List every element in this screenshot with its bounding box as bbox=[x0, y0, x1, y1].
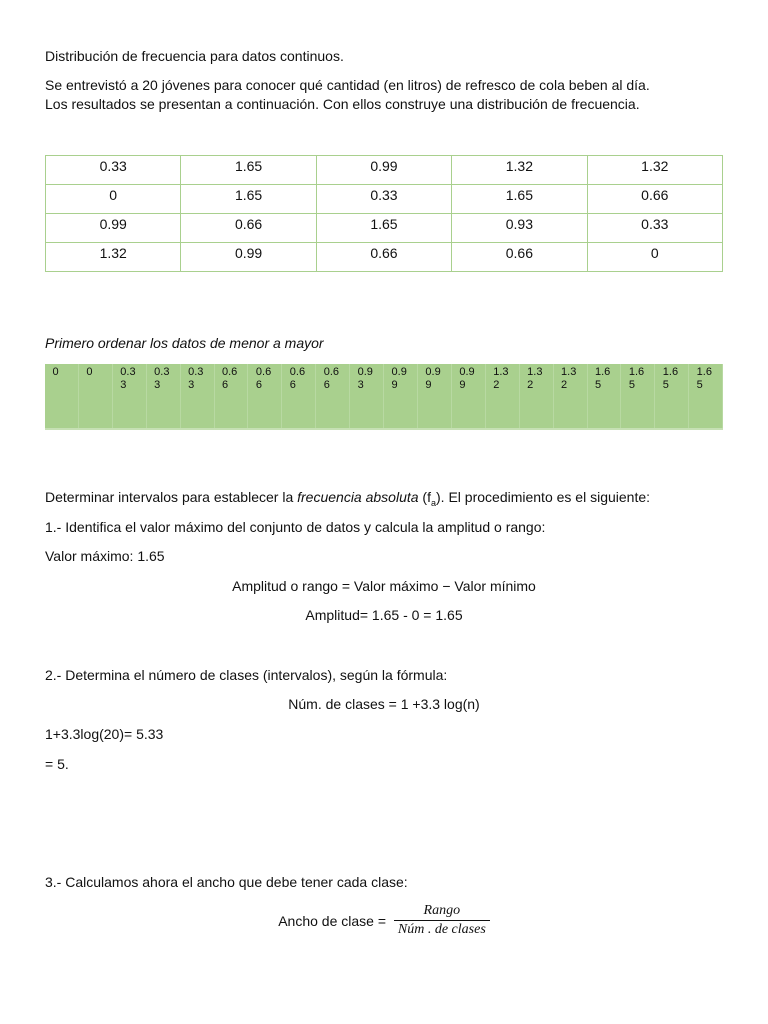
sorted-value-cell bbox=[554, 364, 588, 428]
table-row bbox=[46, 214, 723, 243]
table-cell: 0.66 bbox=[181, 214, 316, 243]
class-width-label: Ancho de clase = bbox=[278, 912, 386, 929]
sorted-value: 0.99 bbox=[459, 366, 475, 391]
table-cell: 1.65 bbox=[452, 185, 587, 214]
sorted-value-cell bbox=[45, 364, 79, 428]
sorted-value-cell bbox=[486, 364, 520, 428]
fraction-numerator: Rango bbox=[394, 903, 490, 921]
sorted-value: 0.33 bbox=[120, 366, 136, 391]
sorted-value-cell bbox=[384, 364, 418, 428]
sorted-value-cell bbox=[79, 364, 113, 428]
raw-data-table bbox=[45, 155, 723, 272]
step-3-text: 3.- Calculamos ahora el ancho que debe tener cada clase: bbox=[45, 874, 408, 890]
sorted-value-cell bbox=[282, 364, 316, 428]
sorted-value-cell bbox=[248, 364, 282, 428]
intervals-intro-paren: (f bbox=[418, 489, 431, 505]
sorted-value: 0.66 bbox=[323, 366, 339, 391]
sorted-value: 1.32 bbox=[527, 366, 543, 391]
sorted-value: 0.99 bbox=[391, 366, 407, 391]
sorted-value: 1.65 bbox=[594, 366, 611, 391]
intro-paragraph-line-1: Se entrevistó a 20 jóvenes para conocer qué cantidad (en litros) de refresco de cola beben al día. bbox=[45, 77, 650, 93]
sorted-value-cell bbox=[621, 364, 655, 428]
sorted-value: 0.33 bbox=[188, 366, 204, 391]
sorted-value: 1.65 bbox=[628, 366, 645, 391]
sorted-value: 0.66 bbox=[255, 366, 272, 391]
intro-paragraph-line-2: Los resultados se presentan a continuación. Con ellos construye una distribución de frecuencia. bbox=[45, 96, 640, 112]
table-cell: 0.99 bbox=[181, 243, 316, 272]
sorted-value-cell bbox=[316, 364, 350, 428]
classes-calculation: 1+3.3log(20)= 5.33 bbox=[45, 726, 164, 742]
sorted-value: 1.65 bbox=[662, 366, 679, 391]
intervals-intro-before: Determinar intervalos para establecer la bbox=[45, 489, 298, 505]
table-cell: 0.99 bbox=[46, 214, 181, 243]
sorted-data-strip bbox=[45, 364, 723, 430]
sorted-value-cell bbox=[655, 364, 689, 428]
sorted-value: 0.66 bbox=[221, 366, 238, 391]
intervals-intro bbox=[45, 489, 650, 508]
table-row bbox=[46, 243, 723, 272]
table-cell: 1.65 bbox=[181, 185, 316, 214]
sorted-value-cell bbox=[215, 364, 249, 428]
sorted-value-cell bbox=[588, 364, 622, 428]
sorted-value-cell bbox=[181, 364, 215, 428]
sorted-value: 0.66 bbox=[289, 366, 306, 391]
table-cell: 1.65 bbox=[181, 156, 316, 185]
intervals-intro-italic: frecuencia absoluta bbox=[297, 489, 419, 505]
table-cell: 0 bbox=[587, 243, 722, 272]
sorted-value: 1.65 bbox=[696, 366, 712, 391]
document-title: Distribución de frecuencia para datos continuos. bbox=[45, 48, 344, 64]
sorted-value: 0 bbox=[52, 366, 59, 378]
sorted-value-cell bbox=[520, 364, 554, 428]
sorted-heading: Primero ordenar los datos de menor a mayor bbox=[45, 335, 324, 351]
table-cell: 0.33 bbox=[316, 185, 451, 214]
step-2-text: 2.- Determina el número de clases (intervalos), según la fórmula: bbox=[45, 667, 448, 683]
range-formula: Amplitud o rango = Valor máximo − Valor mínimo bbox=[232, 578, 536, 594]
classes-formula: Núm. de clases = 1 +3.3 log(n) bbox=[288, 696, 480, 712]
sorted-value-cell bbox=[350, 364, 384, 428]
sorted-value-cell bbox=[113, 364, 147, 428]
table-cell: 0.93 bbox=[452, 214, 587, 243]
sorted-value: 0.93 bbox=[357, 366, 373, 391]
table-row bbox=[46, 156, 723, 185]
sorted-value: 1.32 bbox=[561, 366, 577, 391]
table-cell: 0.33 bbox=[46, 156, 181, 185]
max-value-text: Valor máximo: 1.65 bbox=[45, 548, 165, 564]
sorted-value-cell bbox=[147, 364, 181, 428]
table-cell: 0 bbox=[46, 185, 181, 214]
intervals-intro-after: ). El procedimiento es el siguiente: bbox=[436, 489, 651, 505]
table-cell: 1.32 bbox=[587, 156, 722, 185]
table-cell: 0.33 bbox=[587, 214, 722, 243]
sorted-value: 0.99 bbox=[425, 366, 441, 391]
table-cell: 0.66 bbox=[316, 243, 451, 272]
table-row bbox=[46, 185, 723, 214]
table-cell: 0.66 bbox=[587, 185, 722, 214]
range-result: Amplitud= 1.65 - 0 = 1.65 bbox=[305, 607, 463, 623]
table-cell: 0.99 bbox=[316, 156, 451, 185]
sorted-value: 0.33 bbox=[154, 366, 170, 391]
table-cell: 1.32 bbox=[452, 156, 587, 185]
table-cell: 1.32 bbox=[46, 243, 181, 272]
class-width-formula bbox=[0, 903, 768, 938]
sorted-value-cell bbox=[689, 364, 723, 428]
classes-result: = 5. bbox=[45, 756, 69, 772]
fraction-denominator: Núm . de clases bbox=[397, 922, 486, 937]
sorted-value: 0 bbox=[86, 366, 93, 378]
sorted-value-cell bbox=[452, 364, 486, 428]
sorted-value-cell bbox=[418, 364, 452, 428]
intervals-intro-sub: a bbox=[431, 497, 437, 508]
step-1-text: 1.- Identifica el valor máximo del conjunto de datos y calcula la amplitud o rango: bbox=[45, 519, 546, 535]
table-cell: 0.66 bbox=[452, 243, 587, 272]
table-cell: 1.65 bbox=[316, 214, 451, 243]
sorted-value: 1.32 bbox=[493, 366, 509, 391]
class-width-fraction bbox=[394, 903, 490, 938]
